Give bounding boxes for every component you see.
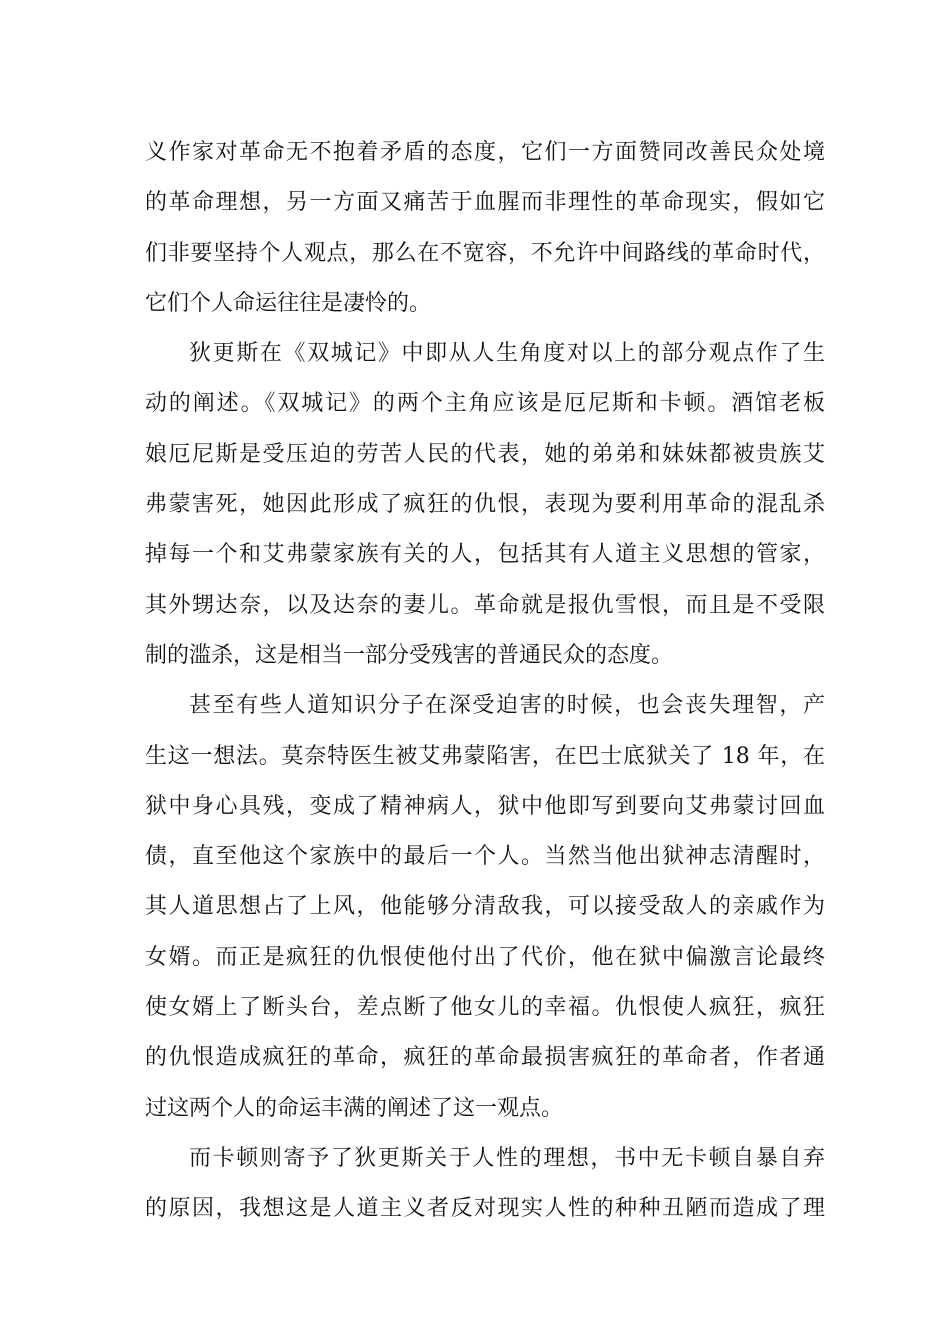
- document-body: [145, 128, 825, 1235]
- text-line: 过这两个人的命运丰满的阐述了这一观点。: [145, 1095, 564, 1121]
- text-line: 使女婿上了断头台，差点断了他女儿的幸福。仇恨使人疯狂，疯狂: [145, 995, 825, 1021]
- text-line: 的仇恨造成疯狂的革命，疯狂的革命最损害疯狂的革命者，作者通: [145, 1045, 825, 1071]
- text-line: 掉每一个和艾弗蒙家族有关的人，包括其有人道主义思想的管家，: [145, 542, 825, 568]
- text-line: 其外甥达奈，以及达奈的妻儿。革命就是报仇雪恨，而且是不受限: [145, 592, 825, 618]
- text-line: 女婿。而正是疯狂的仇恨使他付出了代价，他在狱中偏激言论最终: [145, 944, 825, 970]
- text-line: 债，直至他这个家族中的最后一个人。当然当他出狱神志清醒时，: [145, 844, 825, 870]
- text-line: 的革命理想，另一方面又痛苦于血腥而非理性的革命现实，假如它: [145, 190, 825, 216]
- text-line: 而卡顿则寄予了狄更斯关于人性的理想，书中无卡顿自暴自弃: [189, 1145, 825, 1171]
- text-line: 弗蒙害死，她因此形成了疯狂的仇恨，表现为要利用革命的混乱杀: [145, 492, 825, 518]
- text-line: 们非要坚持个人观点，那么在不宽容，不允许中间路线的革命时代，: [145, 240, 825, 266]
- text-line: 狱中身心具残，变成了精神病人，狱中他即写到要向艾弗蒙讨回血: [145, 793, 825, 819]
- paragraph-4: [145, 1134, 825, 1235]
- text-line: 它们个人命运往往是凄怜的。: [145, 290, 432, 316]
- text-line: 其人道思想占了上风，他能够分清敌我，可以接受敌人的亲戚作为: [145, 894, 825, 920]
- text-line: 娘厄尼斯是受压迫的劳苦人民的代表，她的弟弟和妹妹都被贵族艾: [145, 441, 825, 467]
- text-line: 制的滥杀，这是相当一部分受残害的普通民众的态度。: [145, 642, 674, 668]
- text-line: 的原因，我想这是人道主义者反对现实人性的种种丑陋而造成了理: [145, 1196, 825, 1222]
- text-line: 义作家对革命无不抱着矛盾的态度，它们一方面赞同改善民众处境: [145, 140, 825, 165]
- text-line: 狄更斯在《双城记》中即从人生角度对以上的部分观点作了生: [189, 341, 825, 367]
- text-line: 甚至有些人道知识分子在深受迫害的时候，也会丧失理智，产: [189, 693, 825, 719]
- paragraph-3: [145, 681, 825, 1134]
- paragraph-2: [145, 329, 825, 681]
- paragraph-1: [145, 128, 825, 329]
- text-line: 动的阐述。《双城记》的两个主角应该是厄尼斯和卡顿。酒馆老板: [145, 391, 825, 417]
- text-line: 生这一想法。莫奈特医生被艾弗蒙陷害，在巴士底狱关了 18 年，在: [145, 743, 825, 769]
